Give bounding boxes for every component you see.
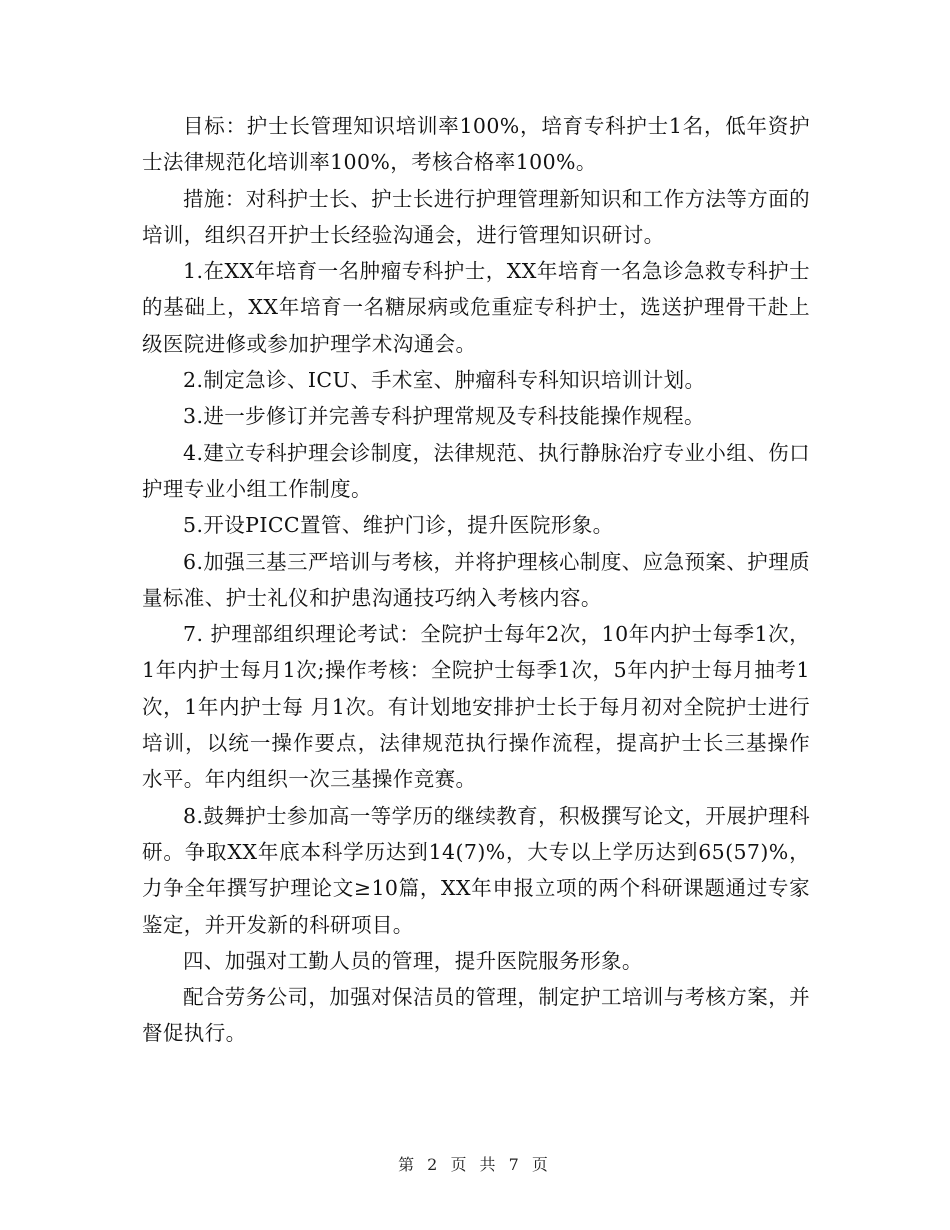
paragraph-item-3: 3.进一步修订并完善专科护理常规及专科技能操作规程。 xyxy=(183,404,705,429)
paragraph-item-1: 1.在XX年培育一名肿瘤专科护士，XX年培育一名急诊急救专科护士的基础上，XX年培育一名糖尿病或危重症专科护士，选送护理骨干赴上级医院进修或参加护理学术沟通会。 xyxy=(142,259,810,356)
paragraph-item-5: 5.开设PICC置管、维护门诊，提升医院形象。 xyxy=(183,513,614,538)
page-number-footer: 第 2 页 共 7 页 xyxy=(398,1155,552,1174)
section-heading-four: 四、加强对工勤人员的管理，提升医院服务形象。 xyxy=(183,948,643,973)
paragraph-item-2: 2.制定急诊、ICU、手术室、肿瘤科专科知识培训计划。 xyxy=(183,368,706,393)
paragraph-goal: 目标：护士长管理知识培训率100%，培育专科护士1名，低年资护士法律规范化培训率100%，考核合格率100%。 xyxy=(142,114,810,175)
paragraph-item-8: 8.鼓舞护士参加高一等学历的继续教育，积极撰写论文，开展护理科研。争取XX年底本科学历达到14(7)%，大专以上学历达到65(57)%，力争全年撰写护理论文≥10篇，XX年申报立项的两个科研课题通过专家鉴定，并开发新的科研项目。 xyxy=(142,803,810,937)
paragraph-measures: 措施：对科护士长、护士长进行护理管理新知识和工作方法等方面的培训，组织召开护士长经验沟通会，进行管理知识研讨。 xyxy=(142,186,810,247)
paragraph-item-6: 6.加强三基三严培训与考核，并将护理核心制度、应急预案、护理质量标准、护士礼仪和护患沟通技巧纳入考核内容。 xyxy=(142,549,810,610)
paragraph-item-4: 4.建立专科护理会诊制度，法律规范、执行静脉治疗专业小组、伤口护理专业小组工作制度。 xyxy=(142,440,810,501)
document-body xyxy=(142,108,810,1052)
paragraph-cooperation: 配合劳务公司，加强对保洁员的管理，制定护工培训与考核方案，并督促执行。 xyxy=(142,985,810,1046)
paragraph-item-7: 7. 护理部组织理论考试：全院护士每年2次，10年内护士每季1次，1年内护士每月1次;操作考核：全院护士每季1次，5年内护士每月抽考1次，1年内护士每 月1次。有计划地安排护士长于每月初对全院护士进行培训，以统一操作要点，法律规范执行操作流程，提高护士长三基操作水平。年内组织一次三基操作竞赛。 xyxy=(142,622,810,792)
